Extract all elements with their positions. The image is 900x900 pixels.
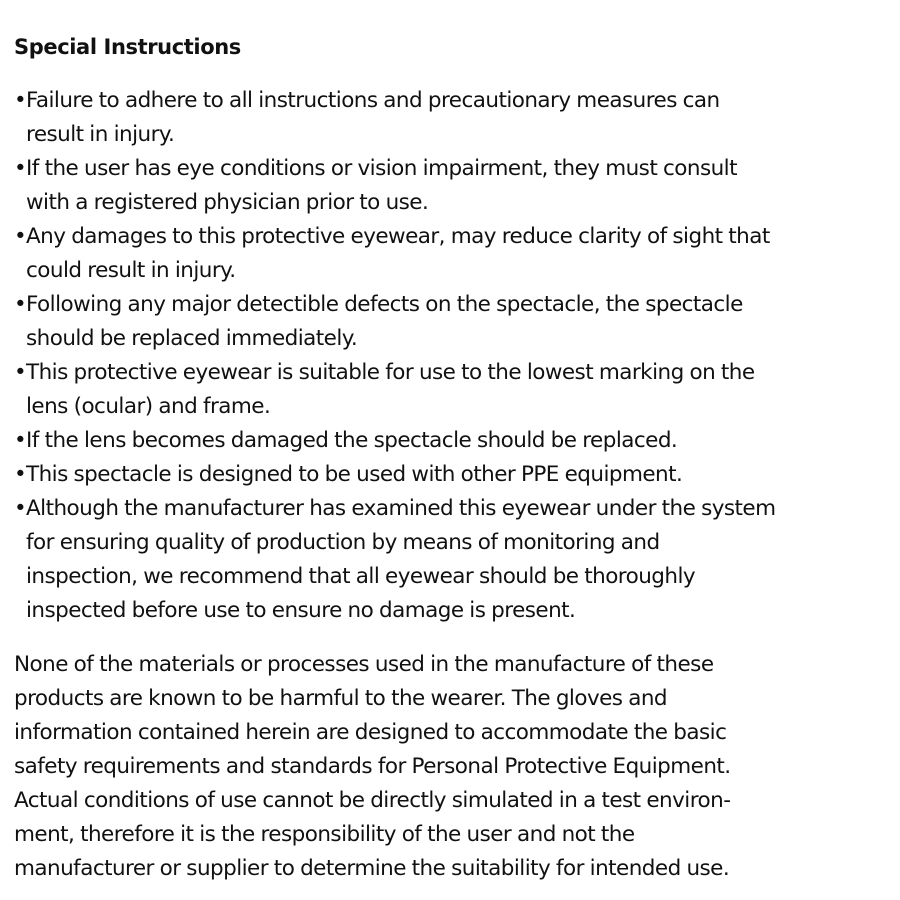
bullet-item [14, 288, 890, 356]
bullet-text-line: for ensuring quality of production by means of monitoring and [26, 530, 660, 555]
bullet-text-line: should be replaced immediately. [26, 326, 358, 351]
paragraph-text-line: information contained herein are designed to accommodate the basic [14, 720, 727, 745]
bullet-marker: • [14, 292, 27, 317]
bullet-text-line: If the lens becomes damaged the spectacle should be replaced. [26, 428, 678, 453]
bullet-text-line: with a registered physician prior to use. [26, 190, 429, 215]
bullet-text-line: Although the manufacturer has examined this eyewear under the system [26, 496, 776, 521]
bullet-item [14, 492, 890, 628]
paragraph-text-line: safety requirements and standards for Personal Protective Equipment. [14, 754, 731, 779]
paragraph-text-line: products are known to be harmful to the wearer. The gloves and [14, 686, 668, 711]
bullet-text-line: Failure to adhere to all instructions and precautionary measures can [26, 88, 720, 113]
bullet-marker: • [14, 462, 27, 487]
instructions-bullet-list [14, 84, 890, 628]
bullet-text-line: Following any major detectible defects on the spectacle, the spectacle [26, 292, 743, 317]
bullet-text-line: lens (ocular) and frame. [26, 394, 271, 419]
section-heading: Special Instructions [14, 35, 241, 59]
paragraph-text-line: manufacturer or supplier to determine the suitability for intended use. [14, 856, 730, 881]
bullet-text-line: could result in injury. [26, 258, 236, 283]
bullet-item [14, 424, 890, 458]
paragraph-text-line: Actual conditions of use cannot be directly simulated in a test environ- [14, 788, 731, 813]
bullet-marker: • [14, 428, 27, 453]
bullet-text-line: This protective eyewear is suitable for use to the lowest marking on the [26, 360, 755, 385]
bullet-text-line: inspected before use to ensure no damage is present. [26, 598, 576, 623]
disclaimer-paragraph [14, 648, 890, 886]
bullet-item [14, 458, 890, 492]
paragraph-text-line: None of the materials or processes used in the manufacture of these [14, 652, 714, 677]
bullet-marker: • [14, 496, 27, 521]
bullet-marker: • [14, 224, 27, 249]
instructions-document [14, 30, 890, 886]
bullet-text-line: result in injury. [26, 122, 175, 147]
paragraph-text-line: ment, therefore it is the responsibility of the user and not the [14, 822, 635, 847]
bullet-text-line: If the user has eye conditions or vision impairment, they must consult [26, 156, 737, 181]
bullet-marker: • [14, 360, 27, 385]
bullet-item [14, 84, 890, 152]
bullet-text-line: inspection, we recommend that all eyewear should be thoroughly [26, 564, 696, 589]
bullet-marker: • [14, 88, 27, 113]
bullet-item [14, 220, 890, 288]
bullet-text-line: Any damages to this protective eyewear, may reduce clarity of sight that [26, 224, 770, 249]
bullet-item [14, 152, 890, 220]
bullet-text-line: This spectacle is designed to be used with other PPE equipment. [26, 462, 683, 487]
bullet-item [14, 356, 890, 424]
bullet-marker: • [14, 156, 27, 181]
